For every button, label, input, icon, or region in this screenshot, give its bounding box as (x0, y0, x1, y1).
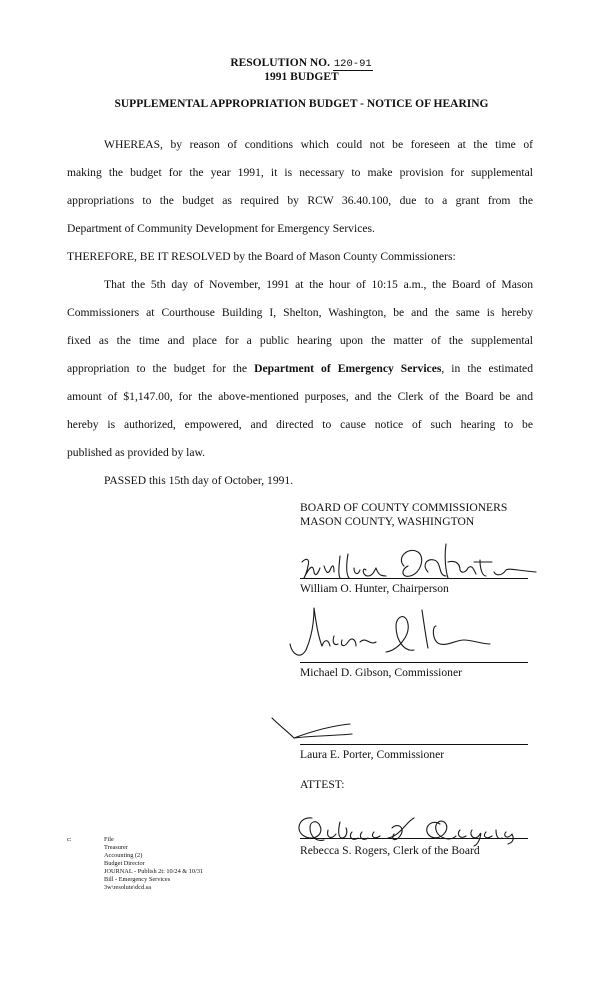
cc-item: Budget Director (104, 860, 145, 867)
gibson-signature-line (300, 662, 528, 663)
cc-label: c: (67, 836, 72, 843)
body-line-1: That the 5th day of November, 1991 at the hour of 10:15 a.m., the Board of Mason (104, 278, 533, 291)
department-name: Department of Emergency Services (254, 362, 442, 375)
attest-label: ATTEST: (300, 778, 345, 791)
body-line-4 (67, 362, 533, 376)
cc-item: Accounting (2) (104, 852, 143, 859)
whereas-line-1: WHEREAS, by reason of conditions which could not be foreseen at the time of (104, 138, 533, 151)
body-line-5: amount of $1,147.00, for the above-mentioned purposes, and the Clerk of the Board be and (67, 390, 533, 403)
body-line-3: fixed as the time and place for a public hearing upon the matter of the supplemental (67, 334, 533, 347)
resolution-label: RESOLUTION NO. (230, 57, 330, 69)
cc-item: File (104, 836, 114, 843)
hunter-signature-line (300, 578, 528, 579)
budget-year: 1991 BUDGET (264, 71, 339, 83)
cc-item: Treasurer (104, 844, 128, 851)
cc-item: JOURNAL - Publish 2t: 10/24 & 10/31 (104, 868, 204, 875)
whereas-line-2: making the budget for the year 1991, it is necessary to make provision for supplemental (67, 166, 533, 179)
therefore-line: THEREFORE, BE IT RESOLVED by the Board of Mason County Commissioners: (67, 250, 456, 263)
whereas-line-4: Department of Community Development for Emergency Services. (67, 222, 375, 235)
notice-subtitle: SUPPLEMENTAL APPROPRIATION BUDGET - NOTICE OF HEARING (114, 98, 489, 110)
rogers-name: Rebecca S. Rogers, Clerk of the Board (300, 844, 480, 857)
board-line-1: BOARD OF COUNTY COMMISSIONERS (300, 501, 508, 514)
porter-signature-line (300, 744, 528, 745)
body-line-4-post: , in the estimated (441, 362, 533, 375)
whereas-line-3: appropriations to the budget as required by RCW 36.40.100, due to a grant from the (67, 194, 533, 207)
body-line-6: hereby is authorized, empowered, and directed to cause notice of such hearing to be (67, 418, 533, 431)
resolution-title (0, 57, 603, 70)
passed-line: PASSED this 15th day of October, 1991. (104, 474, 294, 487)
rogers-signature (290, 808, 530, 848)
board-line-2: MASON COUNTY, WASHINGTON (300, 515, 475, 528)
body-line-2: Commissioners at Courthouse Building I, Shelton, Washington, be and the same is hereby (67, 306, 533, 319)
gibson-name: Michael D. Gibson, Commissioner (300, 666, 462, 679)
cc-list (104, 836, 203, 892)
cc-item: Bill - Emergency Services (104, 876, 171, 883)
body-line-7: published as provided by law. (67, 446, 206, 459)
body-line-4-pre: appropriation to the budget for the (67, 362, 255, 375)
cc-item: 3w\resolute\dcd.sa (104, 884, 152, 891)
porter-name: Laura E. Porter, Commissioner (300, 748, 445, 761)
resolution-number: 120-91 (333, 58, 372, 70)
gibson-signature (286, 596, 526, 666)
rogers-signature-line (300, 838, 528, 839)
hunter-name: William O. Hunter, Chairperson (300, 582, 449, 595)
